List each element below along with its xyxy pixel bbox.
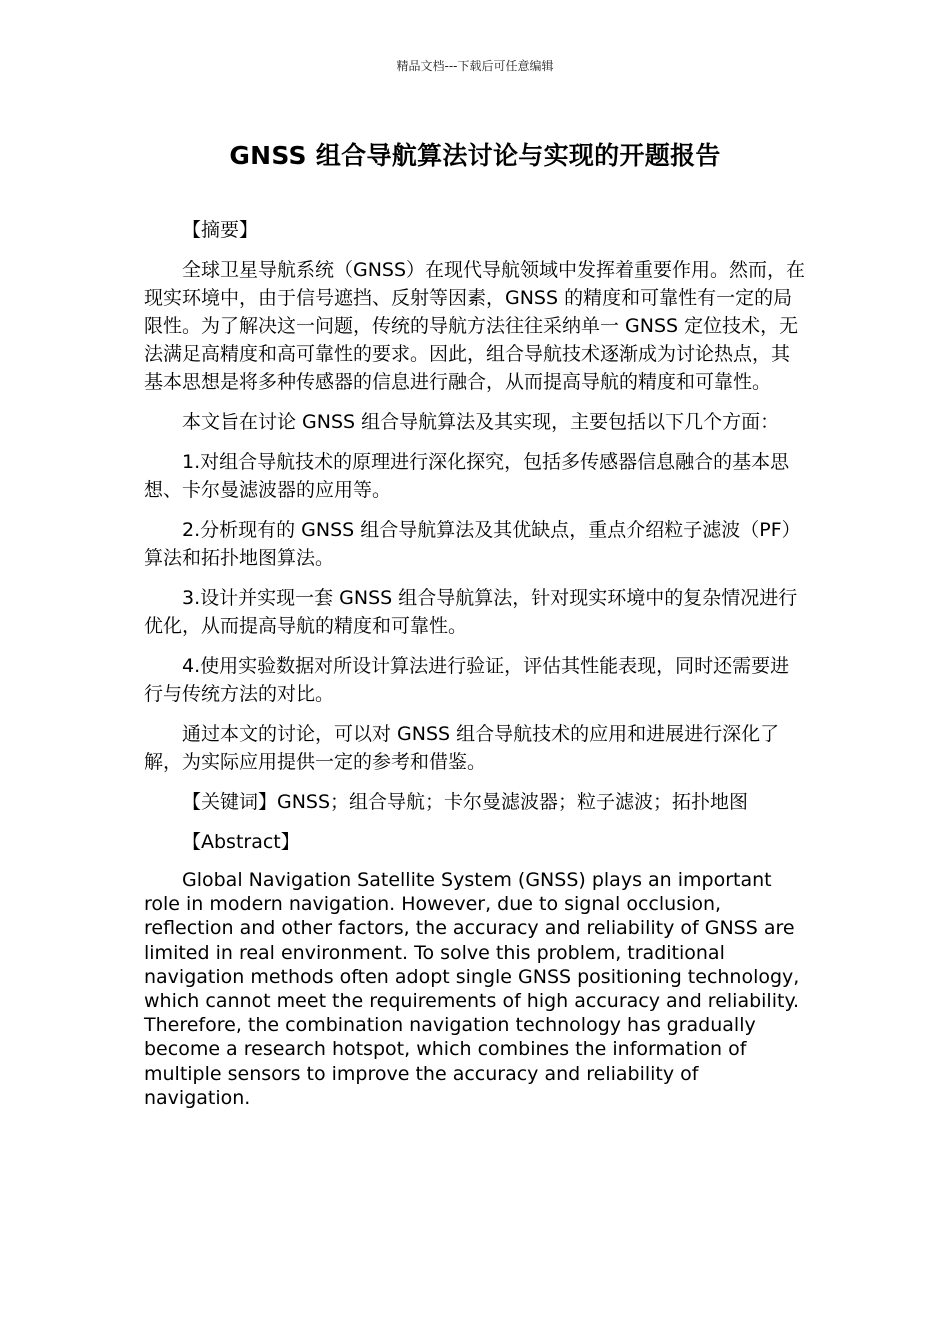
aim-item-3: 3.设计并实现一套 GNSS 组合导航算法，针对现实环境中的复杂情况进行优化，从而提高导航的精度和可靠性。: [144, 587, 798, 637]
abstract-en-paragraph: Global Navigation Satellite System (GNSS) plays an important role in modern navigation. However, due to signal occlusion, reflection and other factors, the accuracy and reliability of GNSS are limited in real environment. To solve this problem, traditional navigation methods often adopt single GNSS positioning technology, which cannot meet the requirements of high accuracy and reliability. Therefore, the combination navigation technology has gradually become a research hotspot, which combines the information of multiple sensors to improve the accuracy and reliability of navigation.: [144, 869, 800, 1109]
abstract-heading: 【摘要】: [182, 219, 259, 241]
aims-intro-paragraph: 本文旨在讨论 GNSS 组合导航算法及其实现，主要包括以下几个方面：: [182, 411, 780, 433]
aim-item-1: 1.对组合导航技术的原理进行深化探究，包括多传感器信息融合的基本思想、卡尔曼滤波器的应用等。: [144, 451, 790, 501]
abstract-en-heading: 【Abstract】: [182, 831, 300, 853]
document-body: [144, 216, 808, 1122]
aim-item-4: 4.使用实验数据对所设计算法进行验证，评估其性能表现，同时还需要进行与传统方法的对比。: [144, 655, 790, 705]
header-note: 精品文档---下载后可任意编辑: [396, 59, 554, 73]
abstract-paragraph: 全球卫星导航系统（GNSS）在现代导航领域中发挥着重要作用。然而，在现实环境中，由于信号遮挡、反射等因素，GNSS 的精度和可靠性有一定的局限性。为了解决这一问题，传统的导航方法往往采纳单一 GNSS 定位技术，无法满足高精度和高可靠性的要求。因此，组合导航技术逐渐成为讨论热点，其基本思想是将多种传感器的信息进行融合，从而提高导航的精度和可靠性。: [144, 259, 806, 393]
keywords-line: 【关键词】GNSS；组合导航；卡尔曼滤波器；粒子滤波；拓扑地图: [182, 791, 749, 813]
conclusion-paragraph: 通过本文的讨论，可以对 GNSS 组合导航技术的应用和进展进行深化了解，为实际应用提供一定的参考和借鉴。: [144, 723, 780, 773]
aim-item-2: 2.分析现有的 GNSS 组合导航算法及其优缺点，重点介绍粒子滤波（PF）算法和拓扑地图算法。: [144, 519, 801, 569]
document-title: GNSS 组合导航算法讨论与实现的开题报告: [229, 141, 721, 170]
